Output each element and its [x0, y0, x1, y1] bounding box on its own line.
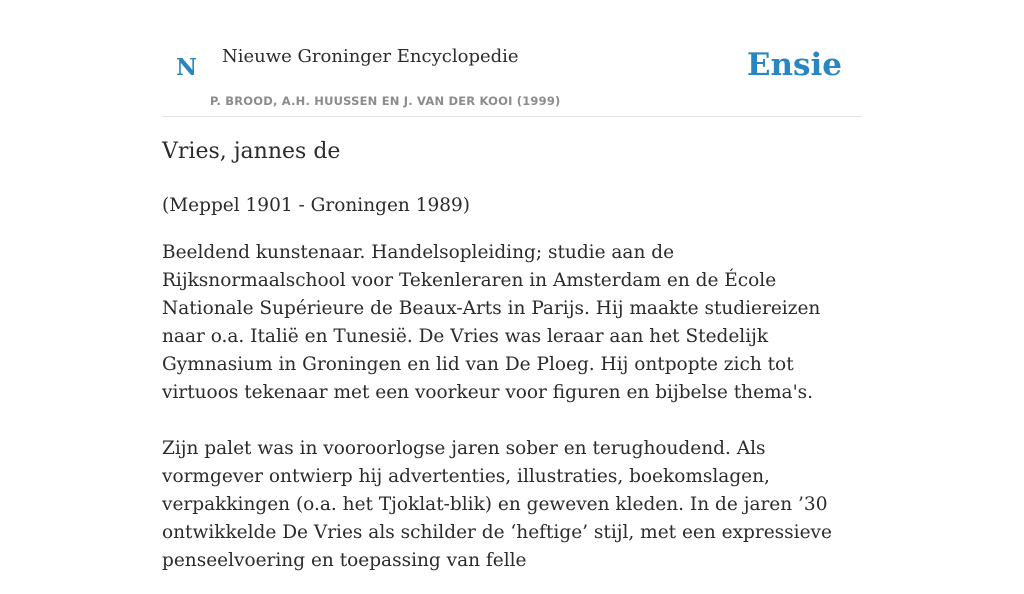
book-authors: P. BROOD, A.H. HUUSSEN EN J. VAN DER KOOI (1999): [210, 94, 561, 108]
book-title-link[interactable]: Nieuwe Groninger Encyclopedie: [222, 46, 519, 67]
ensie-logo-link[interactable]: Ensie: [746, 47, 842, 83]
entry-paragraph: Zijn palet was in vooroorlogse jaren sober en terughoudend. Als vormgever ontwierp hij advertenties, illustraties, boekomslagen, verpakkingen (o.a. het Tjoklat-blik) en geweven kleden. In de jaren ’30 ontwikkelde De Vries als schilder de ‘heftige’ stijl, met een expressieve penseelvoering en toepassing van felle: [162, 438, 832, 571]
entry-paragraph: Beeldend kunstenaar. Handelsopleiding; studie aan de Rijksnormaalschool voor Tekenleraren in Amsterdam en de École Nationale Supérieure de Beaux-Arts in Parijs. Hij maakte studiereizen naar o.a. Italië en Tunesië. De Vries was leraar aan het Stedelijk Gymnasium in Groningen en lid van De Ploeg. Hij ontpopte zich tot virtuoos tekenaar met een voorkeur voor figuren en bijbelse thema's.: [162, 242, 821, 403]
book-header: [162, 0, 862, 117]
book-logo-icon[interactable]: N: [176, 54, 198, 81]
entry-lifespan: (Meppel 1901 - Groningen 1989): [162, 195, 471, 216]
entry-title: Vries, jannes de: [162, 139, 341, 164]
entry-body: [162, 192, 862, 594]
